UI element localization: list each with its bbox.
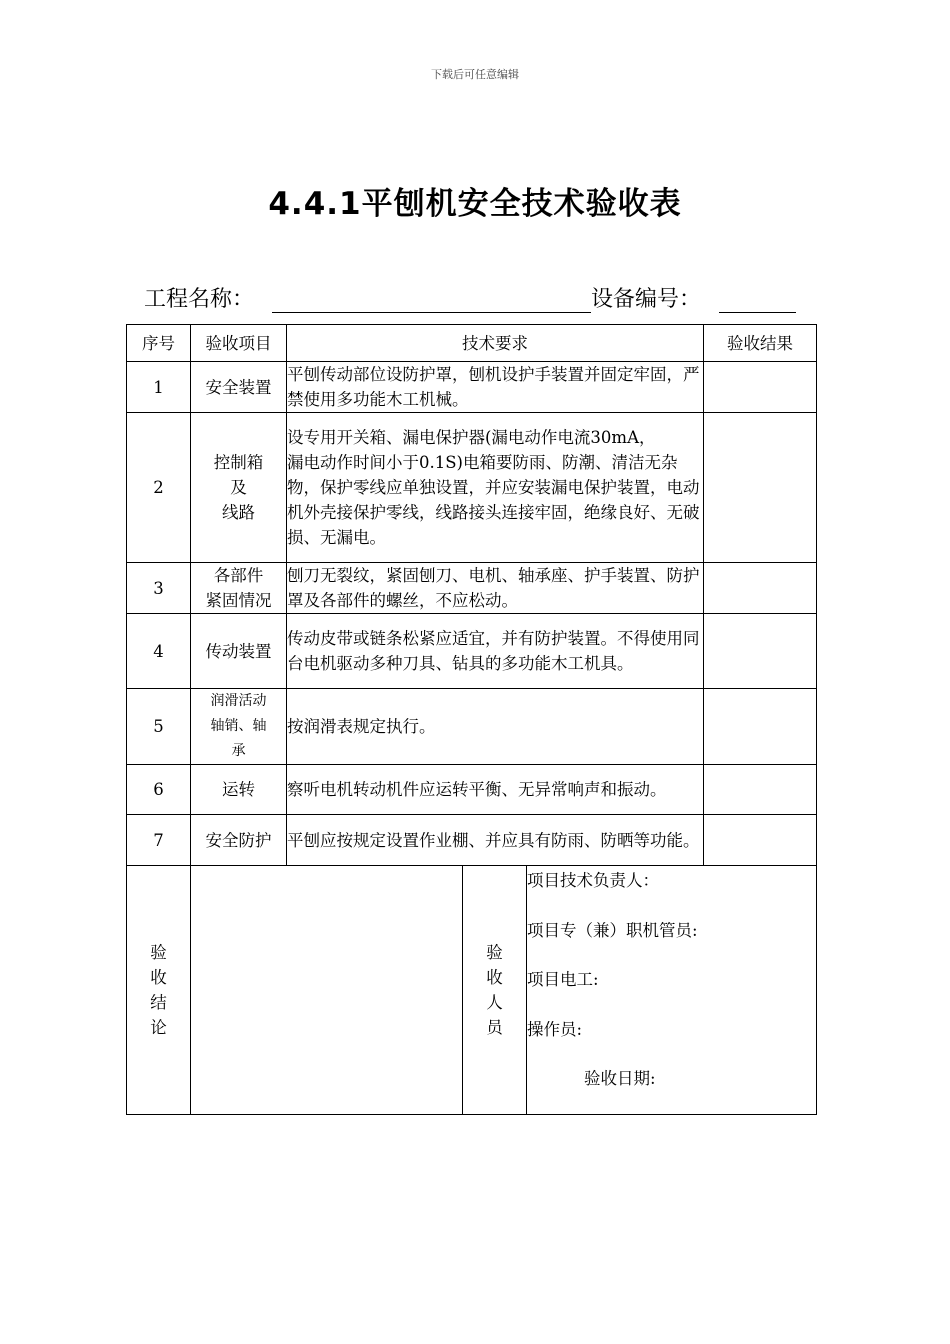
row-number: 3 (127, 563, 191, 614)
header-cell-no: 序号 (127, 325, 191, 362)
table-row (127, 563, 817, 614)
row-item: 传动装置 (191, 614, 287, 689)
row-item-line: 紧固情况 (205, 591, 272, 610)
row-requirement: 平刨传动部位设防护罩，刨机设护手装置并固定牢固，严禁使用多功能木工机械。 (287, 362, 704, 413)
row-requirement (287, 413, 704, 563)
row-item: 运转 (191, 765, 287, 815)
project-name-field[interactable] (272, 312, 591, 313)
staff-line-operator: 操作员: (527, 1019, 583, 1039)
row-requirement: 察听电机转动机件应运转平衡、无异常响声和振动。 (287, 765, 704, 815)
info-line (144, 282, 804, 316)
row-item (191, 689, 287, 765)
conclusion-label-char: 收 (150, 967, 167, 987)
conclusion-label (127, 866, 191, 1115)
row-item-line: 线路 (222, 503, 255, 522)
staff-label-char: 收 (486, 967, 503, 987)
conclusion-label-char: 论 (150, 1017, 167, 1037)
row-result-cell[interactable] (704, 413, 817, 563)
row-item-line: 及 (230, 478, 247, 497)
row-requirement: 平刨应按规定设置作业棚、并应具有防雨、防晒等功能。 (287, 815, 704, 866)
table-row (127, 413, 817, 563)
staff-label-char: 验 (486, 942, 503, 962)
staff-line-electrician: 项目电工: (527, 970, 599, 989)
row-number: 6 (127, 765, 191, 815)
row-result-cell[interactable] (704, 563, 817, 614)
row-item-line: 控制箱 (213, 453, 264, 472)
row-result-cell[interactable] (704, 689, 817, 765)
header-cell-requirement: 技术要求 (287, 325, 704, 362)
row-number: 2 (127, 413, 191, 563)
row-requirement: 按润滑表规定执行。 (287, 689, 704, 765)
staff-label (463, 866, 527, 1115)
staff-label-char: 员 (486, 1017, 503, 1037)
project-name-label: 工程名称： (144, 287, 255, 312)
row-item (191, 413, 287, 563)
row-item-line: 轴销、轴 (210, 718, 267, 734)
row-result-cell[interactable] (704, 765, 817, 815)
conclusion-field[interactable] (191, 866, 463, 1115)
staff-line-machine-manager: 项目专（兼）职机管员: (527, 920, 698, 940)
header-cell-item: 验收项目 (191, 325, 287, 362)
table-row (127, 815, 817, 866)
staff-signatures[interactable] (527, 866, 817, 1115)
row-item-line: 润滑活动 (210, 693, 267, 709)
table-row (127, 689, 817, 765)
table-row (127, 765, 817, 815)
table-row (127, 614, 817, 689)
staff-line-tech-lead: 项目技术负责人： (527, 871, 659, 890)
row-item (191, 563, 287, 614)
header-note: 下载后可任意编辑 (431, 68, 519, 81)
header-cell-result: 验收结果 (704, 325, 817, 362)
row-requirement: 传动皮带或链条松紧应适宜，并有防护装置。不得使用同台电机驱动多种刀具、钻具的多功能木工机具。 (287, 614, 704, 689)
row-number: 7 (127, 815, 191, 866)
row-item-line: 承 (231, 743, 246, 759)
conclusion-label-char: 结 (150, 992, 167, 1012)
equipment-number-label: 设备编号： (591, 287, 702, 312)
page-title: 4.4.1平刨机安全技术验收表 (268, 186, 682, 222)
row-result-cell[interactable] (704, 362, 817, 413)
equipment-number-field[interactable] (719, 312, 796, 313)
row-item-line: 各部件 (213, 566, 264, 585)
row-number: 1 (127, 362, 191, 413)
row-number: 4 (127, 614, 191, 689)
row-requirement: 刨刀无裂纹，紧固刨刀、电机、轴承座、护手装置、防护罩及各部件的螺丝，不应松动。 (287, 563, 704, 614)
conclusion-row (127, 866, 817, 1115)
table-header-row (127, 325, 817, 362)
row-requirement-line: 设专用开关箱、漏电保护器(漏电动作电流30mA， (287, 428, 656, 447)
row-item: 安全装置 (191, 362, 287, 413)
staff-label-char: 人 (486, 992, 503, 1012)
row-item: 安全防护 (191, 815, 287, 866)
row-result-cell[interactable] (704, 815, 817, 866)
row-requirement-line: 漏电动作时间小于0.1S)电箱要防雨、防潮、清洁无杂物，保护零线应单独设置，并应安装漏电保护装置，电动机外壳接保护零线，线路接头连接牢固，绝缘良好、无破损、无漏电。 (287, 453, 700, 547)
table-row (127, 362, 817, 413)
acceptance-table (126, 324, 817, 1115)
conclusion-label-char: 验 (150, 942, 167, 962)
row-number: 5 (127, 689, 191, 765)
staff-line-acceptance-date: 验收日期: (584, 1069, 656, 1088)
row-result-cell[interactable] (704, 614, 817, 689)
